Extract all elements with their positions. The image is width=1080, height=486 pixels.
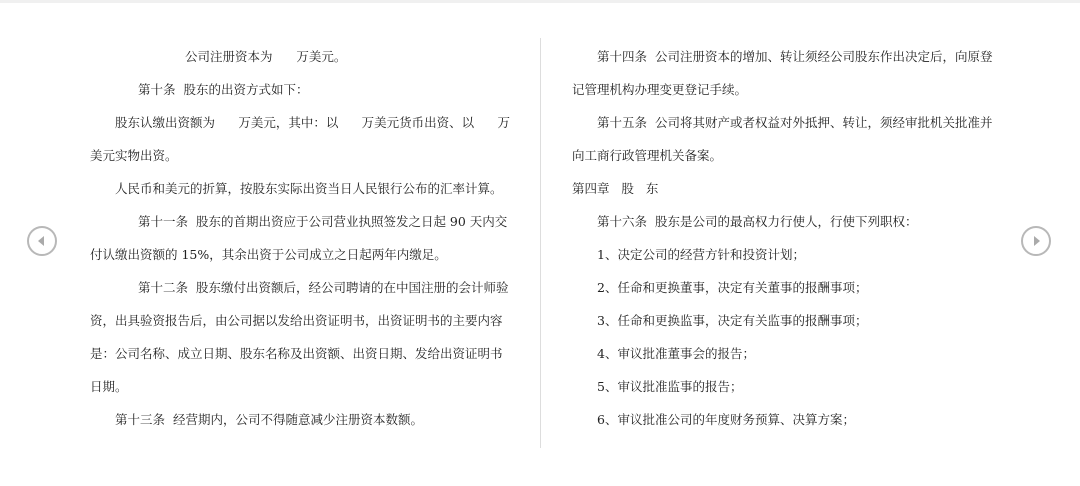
paragraph-line: 是：公司名称、成立日期、股东名称及出资额、出资日期、发给出资证明书 bbox=[90, 346, 503, 361]
paragraph-line: 公司注册资本为 万美元。 bbox=[185, 49, 347, 64]
text-segment: 股东认缴出资额为 bbox=[115, 115, 216, 130]
list-item: 4、审议批准董事会的报告； bbox=[597, 346, 755, 361]
list-item: 1、决定公司的经营方针和投资计划； bbox=[597, 247, 805, 262]
text-segment: 万美元，其中：以 bbox=[238, 115, 339, 130]
article-13-heading: 第十三条 经营期内，公司不得随意减少注册资本数额。 bbox=[115, 412, 423, 427]
paragraph-line: 人民币和美元的折算，按股东实际出资当日人民银行公布的汇率计算。 bbox=[115, 181, 503, 196]
text-segment: 万 bbox=[497, 115, 510, 130]
chapter-4-heading: 第四章 股 东 bbox=[572, 181, 659, 196]
paragraph-line: 记管理机构办理变更登记手续。 bbox=[572, 82, 748, 97]
list-item: 6、审议批准公司的年度财务预算、决算方案； bbox=[597, 412, 855, 427]
chevron-left-icon bbox=[29, 228, 55, 254]
article-15-heading: 第十五条 公司将其财产或者权益对外抵押、转让，须经审批机关批准并 bbox=[597, 115, 993, 130]
article-11-heading: 第十一条 股东的首期出资应于公司营业执照签发之日起 90 天内交 bbox=[138, 214, 508, 229]
article-12-heading: 第十二条 股东缴付出资额后，经公司聘请的在中国注册的会计师验 bbox=[138, 280, 509, 295]
list-item: 3、任命和更换监事，决定有关监事的报酬事项； bbox=[597, 313, 868, 328]
chevron-right-icon bbox=[1023, 228, 1049, 254]
previous-page-button[interactable] bbox=[27, 226, 57, 256]
paragraph-line: 日期。 bbox=[90, 379, 128, 394]
article-10-heading: 第十条 股东的出资方式如下： bbox=[138, 82, 309, 97]
article-14-heading: 第十四条 公司注册资本的增加、转让须经公司股东作出决定后，向原登 bbox=[597, 49, 993, 64]
list-item: 5、审议批准监事的报告； bbox=[597, 379, 743, 394]
list-item: 2、任命和更换董事，决定有关董事的报酬事项； bbox=[597, 280, 868, 295]
paragraph-line: 美元实物出资。 bbox=[90, 148, 178, 163]
paragraph-line: 向工商行政管理机关备案。 bbox=[572, 148, 723, 163]
top-border bbox=[0, 0, 1080, 3]
paragraph-line: 付认缴出资额的 15%，其余出资于公司成立之日起两年内缴足。 bbox=[90, 247, 447, 262]
page-divider bbox=[540, 38, 541, 448]
text-segment: 万美元货币出资、以 bbox=[361, 115, 475, 130]
paragraph-line bbox=[115, 106, 510, 139]
article-16-heading: 第十六条 股东是公司的最高权力行使人，行使下列职权： bbox=[597, 214, 918, 229]
paragraph-line: 资，出具验资报告后，由公司据以发给出资证明书，出资证明书的主要内容 bbox=[90, 313, 503, 328]
next-page-button[interactable] bbox=[1021, 226, 1051, 256]
